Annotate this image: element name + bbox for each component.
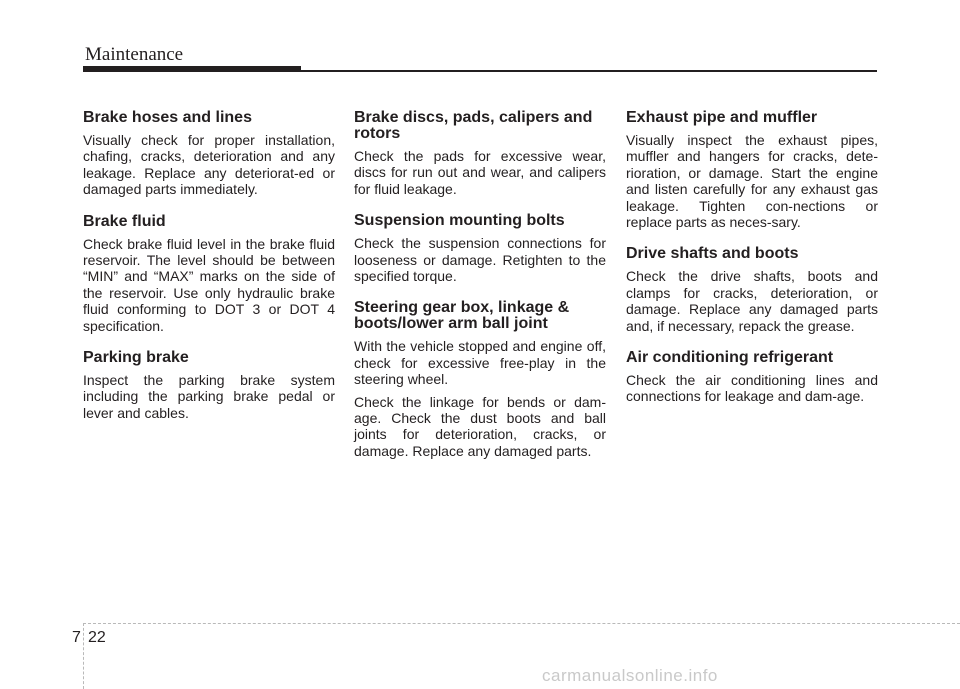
footer-rule: [83, 623, 960, 624]
section-title: Brake discs, pads, calipers and rotors: [354, 109, 593, 142]
header-rule-thin: [301, 70, 877, 72]
column-1: [83, 110, 335, 437]
watermark: carmanualsonline.info: [542, 666, 718, 685]
section-exhaust: [626, 110, 878, 230]
section-title: Brake hoses and lines: [83, 109, 252, 126]
section-title: Brake fluid: [83, 212, 166, 230]
section-paragraph: Check the linkage for bends or dam-age. Check the dust boots and ball joints for deterioration, cracks, or damage. Replace any damaged parts.: [354, 393, 606, 459]
section-steering-gear: [354, 300, 606, 459]
section-paragraph: Check the pads for excessive wear, discs for run out and wear, and calipers for fluid leakage.: [354, 148, 606, 197]
section-title: Steering gear box, linkage & boots/lower arm ball joint: [354, 299, 570, 333]
page-header-title: Maintenance: [85, 44, 184, 65]
section-paragraph: Visually check for proper installation, chafing, cracks, deterioration and any leakage. Replace any deteriorat-ed or damaged parts immediately.: [83, 132, 335, 198]
section-air-conditioning: [626, 350, 878, 405]
section-brake-fluid: [83, 214, 335, 334]
section-paragraph: Inspect the parking brake system including the parking brake pedal or lever and cables.: [83, 372, 335, 421]
section-drive-shafts: [626, 246, 878, 334]
section-title: Parking brake: [83, 349, 189, 367]
footer-divider: [83, 623, 84, 689]
section-paragraph: Check brake fluid level in the brake fluid reservoir. The level should be between “MIN” and “MAX” marks on the side of the reservoir. Use only hydraulic brake fluid conforming to DOT 3 or DOT 4 specification.: [83, 235, 335, 334]
header-rule-thick: [83, 66, 301, 72]
section-title: Suspension mounting bolts: [354, 212, 565, 230]
section-paragraph: Check the suspension connections for looseness or damage. Retighten to the specified torque.: [354, 235, 606, 285]
section-paragraph: With the vehicle stopped and engine off, check for excessive free-play in the steering wheel.: [354, 338, 606, 388]
column-3: [626, 110, 878, 421]
section-brake-hoses: [83, 110, 335, 198]
section-paragraph: Check the air conditioning lines and connections for leakage and dam-age.: [626, 372, 878, 405]
section-paragraph: Check the drive shafts, boots and clamps for cracks, deterioration, or damage. Replace any damaged parts and, if necessary, repack the grease.: [626, 268, 878, 334]
section-brake-discs: [354, 110, 606, 197]
section-paragraph: Visually inspect the exhaust pipes, muffler and hangers for cracks, dete-rioration, or damage. Start the engine and listen carefully for any exhaust gas leakage. Tighten con-nections or replace parts as neces-sary.: [626, 132, 878, 231]
chapter-number: 7: [72, 629, 81, 646]
section-title: Air conditioning refrigerant: [626, 349, 834, 367]
page-number: 22: [88, 629, 106, 646]
section-title: Exhaust pipe and muffler: [626, 109, 818, 126]
column-2: [354, 110, 606, 475]
section-title: Drive shafts and boots: [626, 245, 799, 263]
section-parking-brake: [83, 350, 335, 421]
section-suspension-bolts: [354, 213, 606, 284]
